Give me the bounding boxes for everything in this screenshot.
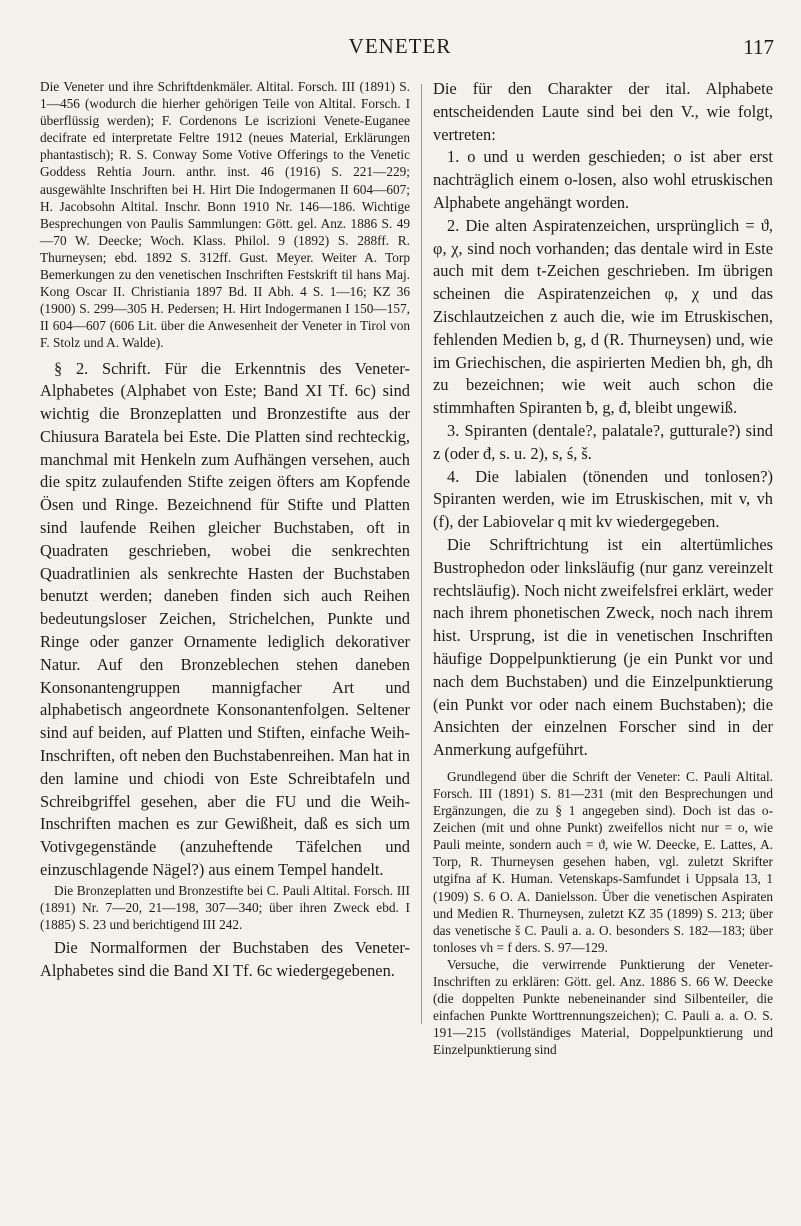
point-2-paragraph: 2. Die alten Aspiratenzeichen, ursprünglich = ϑ, φ, χ, sind noch vorhanden; das dentale wird in Este auch mit dem t-Zeichen geschrieben. Im übrigen scheinen die Aspiratenzeichen φ, χ und das Zischlautzeichen z auch die, wie im Etruskischen, fehlenden Medien b, g, d (R. Thurneysen) und, wie im Griechischen, die aspirierten Medien bh, gh, dh zu bezeichnen; wie weit auch schon die stimmhaften Spiranten ƀ, g, đ, bleibt ungewiß. [433, 215, 773, 418]
section-2-paragraph: § 2. Schrift. Für die Erkenntnis des Veneter-Alphabetes (Alphabet von Este; Band XI Tf. 6c) sind wichtig die Bronzeplatten und Bronzestifte aus der Chiusura Baratela bei Este. Die Platten sind rechteckig, manchmal mit Henkeln zum Aufhängen versehen, auch die spitz zulaufenden Stifte zeigen öfters am Kopfende Ösen und Ringe. Bezeichnend für Stifte und Platten sind laufende Reihen gleicher Buchstaben, oft in Quadraten geschrieben, wobei die senkrechten Quadratlinien als senkrechte Hasten der Buchstaben benutzt werden; daneben finden sich auch Reihen bedeutungsloser Zeichen, Strichelchen, Punkte und Ringe oder ganzer Ornamente lediglich dekorativer Natur. Auf den Bronzeblechen stehen daneben Konsonantengruppen mannigfacher Art und alphabetisch angeordnete Konsonantenfolgen. Seltener sind auf beiden, auf Platten und Stiften, einfache Weih-Inschriften, oft neben den Buchstabenreihen. Man hat in den lamine und chiodi von Este Schreibtafeln und Schreibgriffel gesehen, aber die FU und die Weih-Inschriften machen es zur Gewißheit, daß es sich um Votivgegenstände (anzuheftende Täfelchen und einzuschlagende Nägel?) aus einem Tempel handelt. [40, 358, 410, 880]
running-head: VENETER [348, 34, 452, 58]
writing-direction-paragraph: Die Schriftrichtung ist ein altertümliches Bustrophedon oder linksläufig (nur ganz vereinzelt rechtsläufig). Noch nicht zweifelsfrei erklärt, weder nach ihrem phonetischen Zweck, noch nach ihrem hist. Ursprung, ist die in venetischen Inschriften häufige Doppelpunktierung (je ein Punkt vor und nach dem Buchstaben) und die Einzelpunktierung (ein Punkt vor oder nach einem Buchstaben); die Ansichten der einzelnen Forscher sind in der Anmerkung aufgeführt. [433, 534, 773, 760]
normal-forms-paragraph: Die Normalformen der Buchstaben des Veneter-Alphabetes sind die Band XI Tf. 6c wiedergegebenen. [40, 938, 410, 980]
note-2-paragraph: Versuche, die verwirrende Punktierung der Veneter-Inschriften zu erklären: Gött. gel. Anz. 1886 S. 66 W. Deecke (die doppelten Punkte nebeneinander sind Silbenteiler, die einfachen Punkte Worttrennungszeichen); C. Pauli a. a. O. S. 191—215 (vollständiges Material, Doppelpunktierung und Einzelpunktierung sind [433, 956, 773, 1058]
note-1-paragraph: Grundlegend über die Schrift der Veneter: C. Pauli Altital. Forsch. III (1891) S. 81—231 (mit den Besprechungen und Ergänzungen, die zu § 1 angegeben sind). Doch ist das o-Zeichen (mit und ohne Punkt) zweifellos nicht nur = o, wie Pauli meinte, sondern auch = ϑ, wie W. Deecke, E. Lattes, A. Torp, R. Thurneysen gesehen haben, vgl. zuletzt Skrifter utgifna af K. Human. Vetenskaps-Samfundet i Uppsala 13, 1 (1909) S. 6 O. A. Danielsson. Über die venetischen Aspiraten und Medien R. Thurneysen, zuletzt KZ 35 (1899) S. 213; über das venetische š C. Pauli a. a. O. besonders S. 182—183; über tonloses vh = f ders. S. 97—129. [433, 768, 773, 955]
right-column [433, 78, 773, 1059]
left-column [40, 78, 410, 983]
page-header [40, 34, 774, 64]
intro-paragraph: Die für den Charakter der ital. Alphabete entscheidenden Laute sind bei den V., wie folgt, vertreten: [433, 79, 773, 144]
point-3-paragraph: 3. Spiranten (dentale?, palatale?, gutturale?) sind z (oder đ, s. u. 2), s, ś, š. [433, 420, 773, 463]
column-divider [421, 84, 422, 1024]
bronze-note-paragraph: Die Bronzeplatten und Bronzestifte bei C. Pauli Altital. Forsch. III (1891) Nr. 7—20, 21—198, 307—340; über ihren Zweck ebd. I (1885) S. 23 und berichtigend III 242. [40, 882, 410, 933]
bibliography-paragraph: Die Veneter und ihre Schriftdenkmäler. Altital. Forsch. III (1891) S. 1—456 (wodurch die hierher gehörigen Teile von Altital. Forsch. I überflüssig werden); F. Cordenons Le iscrizioni Venete-Euganee decifrate ed interpretate Feltre 1912 (neues Material, Erklärungen phantastisch); R. S. Conway Some Votive Offerings to the Venetic Goddess Rehtia Journ. anthr. inst. 46 (1916) S. 221—229; ausgewählte Inschriften bei H. Hirt Die Indogermanen II 604—607; H. Jacobsohn Altital. Inschr. Bonn 1910 Nr. 146—186. Wichtige Besprechungen von Paulis Sammlungen: Gött. gel. Anz. 1886 S. 49—70 W. Deecke; Woch. Klass. Philol. 9 (1892) S. 288ff. R. Thurneysen; ebd. 1892 S. 312ff. Gust. Meyer. Weiter A. Torp Bemerkungen zu den venetischen Inschriften Festskrift til hans Maj. Kong Oscar II. Christiania 1897 Bd. II Abh. 4 S. 1—16; KZ 36 (1900) S. 299—305 H. Pedersen; H. Hirt Indogermanen I 150—157, II 604—607 (606 Lit. über die Anwesenheit der Veneter in Tirol von F. Stolz und A. Walde). [40, 79, 410, 351]
point-1-paragraph: 1. o und u werden geschieden; o ist aber erst nachträglich einem o-losen, also wohl etruskischen Alphabete angehängt worden. [433, 147, 773, 212]
point-4-paragraph: 4. Die labialen (tönenden und tonlosen?) Spiranten werden, wie im Etruskischen, mit v, vh (f), der Labiovelar q mit kv wiedergegeben. [433, 466, 773, 532]
page-number: 117 [743, 35, 774, 59]
